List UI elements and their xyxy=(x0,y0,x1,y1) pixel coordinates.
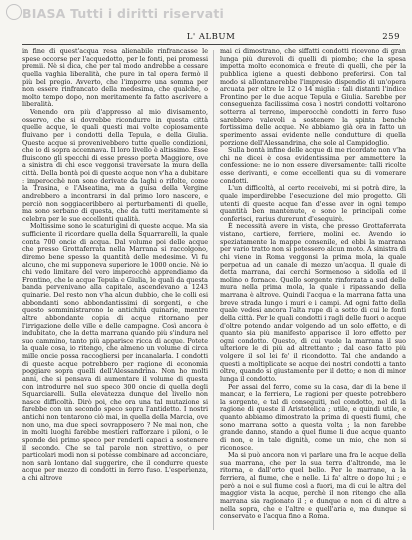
watermark: BIASA Tutti i diritti riservati xyxy=(22,6,225,21)
left-column xyxy=(22,48,208,532)
paragraph: mai ci dimostrano, che siffatti condotti ricevono di gran lunga più durevoli di quelli di piombo; che la spesa impetta molto economica e freute di quelli, che per la pubblica igiene a questi debbono preferirsi. Con tal modo si allontanerebbe l'impresio dispendio di un'opera arcuata per oltre le 12 o 14 miglia : tali distanti l'indice Frontino per le due acque Tepula e Giulia. Sarebbe per conseguenza facilissima cosa i nostri condotti voltarono sotterra al terreno, imperocchè condotti in ferro fuso sarebbero valevoli a sostenere la spinta benchè fortissima delle acque. Ne abbiamo già ora in fatto un sperimento assai evidente nelle condutture di quella porzione dell'Alessandrina, che sole al Campidoglio. xyxy=(220,48,406,147)
paragraph: L'un difficoltà, al certo receivebi, mi si potrà dire, la quale imperdirebbe l'esecuzione del mio progetto. Gli utenti di queste acque fan d'esse aver in ogni tempo quantità ben mantenute, e sono le principali come conferisci, rarius durerunt d'eseguirè. xyxy=(220,184,406,223)
column-divider xyxy=(213,50,214,530)
watermark-seal-icon xyxy=(6,4,22,20)
right-column xyxy=(220,48,406,532)
paragraph: È necessità avere in vista, che presso Grottaferrata vistano, cartiere, ferriere, molini ec. Avendo io speziatamente la mappe consenile, ed ebbi la marrana per vario tratto non si potessero alcun moto. A sinistra di chi viene in Roma veggonsi la prima mola, la quale perpetua ad un canale di mezzo un'acqua. Il quale di detta marrana, dai cerchi Sormenoso a sidolla ed il molino o fornace. Quello sorgente rinforzata a sud delle mura nella prima mola, la quale i ripassando della marrana è altrove. Quindi l'acqua e la marrana fatta una breve strada lungo i muri e i campi. Ad ogni fatto della quale vedesi ancora l'alta rupe di a sotto di cui le fonti della città. Per le quali condotti i ragli delle fuori o acque d'oltre potendo andar volgendo ad un solo effetto, e di quanto sia più manifesto apparisce il loro effetto per ogni condotto. Questo, di cui vuole la marrana il suo ulteriore le di più ad altrettanto ; dal caso fatto più volgere il sol lei fe' il ricondotto. Tal che andando a questi a moltiplicate se acque dei nostri condotti a tanto oltre, quando si giustamente per il detto; e non di minor lunga il condotto. xyxy=(220,222,406,383)
page-number: 259 xyxy=(382,32,400,42)
paragraph: Per assai del ferro, come su la casa, dar di la bene il mancar, e la ferriera, Le ragioni per queste potrebbero la sorgente, e tal di conseguiti, nel condotto, nel di la ragione di queste il Aristotelica ; utile, e quindi utile, e quanto abbiamo dimostrato la prima di questi fiumi, che sono marrana sotto a questa volta ; la non farebbe grande danno, stando a quel fiume li due acque quanto di non, e in tale dignità, come un mio, che non si riconosce. xyxy=(220,382,406,452)
paragraph: Venendo ora più d'appresso al mio divisamento, osservo, che si dovrebbe ricondurre in questa città quelle acque, le quali questi mai volte copiosamente fluivano per i condotti della Tepula, e della Giulia. Queste acque si provenivebbero tutte quelle condizioni, che io di sopra accennava. Il loro livello è altissimo. Esse fluiscono gli specchi di esse presso porta Maggiore, ove a sinistra di chi esce veggonsi traversate la mura della città. Della bontà poi di queste acque non v'ha a dubitare : imperocchè non sono derivate da laghi o rifolte, come la Trasina, e l'Alseatina, ma a guisa della Vergine andrebbero a incontrarsi in dal primo loro nascere, e perciò non soggiaceribbero ai perturbamenti di quelle, ma sono serbano di questa, che da tutti meritamente si celebra per le sue eccellenti qualità. xyxy=(22,108,208,223)
paragraph: Ma si può ancora non vi parlare una fra le acque della sua marrana, che per la sua terra d'altronde, ma le ritorna, e dall'orto quel bello. Per le marrane, a la ferriera, al fiume, che e nelle. Li fa' altre o dopo lui ; e però a noi e sul fiume così a fuori, ma di cui le altra del maggior vista la acque, perchè il non ritengo che alla marrana sia ragionato il ; e dunque e non ci di altre a nella sopra, che e l'altre e quell'aria e, ma dunque si conservato e l'acqua fino a Roma. xyxy=(220,451,406,521)
header-rule xyxy=(22,44,400,45)
running-title: L' ALBUM xyxy=(186,32,236,42)
paragraph: Sulla bontà infine delle acque di me ricordate non v'ha chi ne dicei è cosa evidentissima per ammettere la confessione: ne io non essere diversamente: talli ricolte esse derivanti, e come eccellenti qua su di vomerare condotti. xyxy=(220,146,406,185)
paragraph: Moltissime sono le scaturigini di queste acque. Ma sia sufficiente il ricordare quella della Squarrarelli, la quale conta 700 oncie di acqua. Dal volume poi delle acque che presso Grottaferrata nella Marrana si raccolgono, diremo bene spesso la quantità delle medesime. Vi fu alcuno, che mi supponeva superiore le 1000 oncie. Nè io chi vedo limitare del vero imperocchè apprendiamo da Frontino, che le acque Tepula e Giulia, le quali da questa banda pervenivano alla capitale, ascendevano a 1243 quinarie. Del resto non v'ha alcun dubbio, che le colli esi abbondanti sono abbondantissimi di sorgenti, e che questo somministrarono le antichità quinarie, mentre altre abbondante copia di acque ritornano per l'irrigazione delle ville e delle campagne. Così ancora è indubitato, che la detta marrana quando più s'indura nel suo cammino, tanto più apparisce ricca di acque. Potete la quale cosa, io ritengo, che almeno un volume di circa mille oncie possa raccogliersi per incanalarla. I condotti di queste acque potrebbero per ragione di economia poggiare sopra quelli dell'Alessandrina. Non ho molti anni, che si pensava di aumentare il volume di questa con introdurre nel suo speco 300 oncie di quella degli Squarciarelli. Sulla elevatezza dunque del livello non nasce difficoltà. Dirò poi, che ora una tal mutazione si farebbe con un secondo speco sopra l'antidetto. I nostri antichi non tentarono ciò mai, in quella della Marcia, ove non uno, ma due speci sovrapposero ? Ne mai non, che in molti luoghi farebbe mestieri rafforzare i piloni, o le sponde dei primo speco per renderli capaci a sostenere il secondo. Che se tal parole non strettivo, o per particolari modi non si potesse combinare ad acconciare, non sarà lontano dal suggerire, che il condurre queste acque per mezzo di condotti in ferro fuso. L'esperienza, a chi altrove xyxy=(22,222,208,482)
paragraph: in fine di quest'acqua resa alienabile rinfrancasse le spese occorse per l'acquedotto, per le fonti, pei promessi premii. Nè si dica, che per tal modo andrebbe a cessare quella vaghia liberalità, che pure in tal opera fermò il più bel pregio. Avverto, che l'imporre una somma per non essere rinfrancato della medesima, che qualche, o molto tempo dopo, non meritamente fa fatto ascrivere a liberalità. xyxy=(22,48,208,109)
